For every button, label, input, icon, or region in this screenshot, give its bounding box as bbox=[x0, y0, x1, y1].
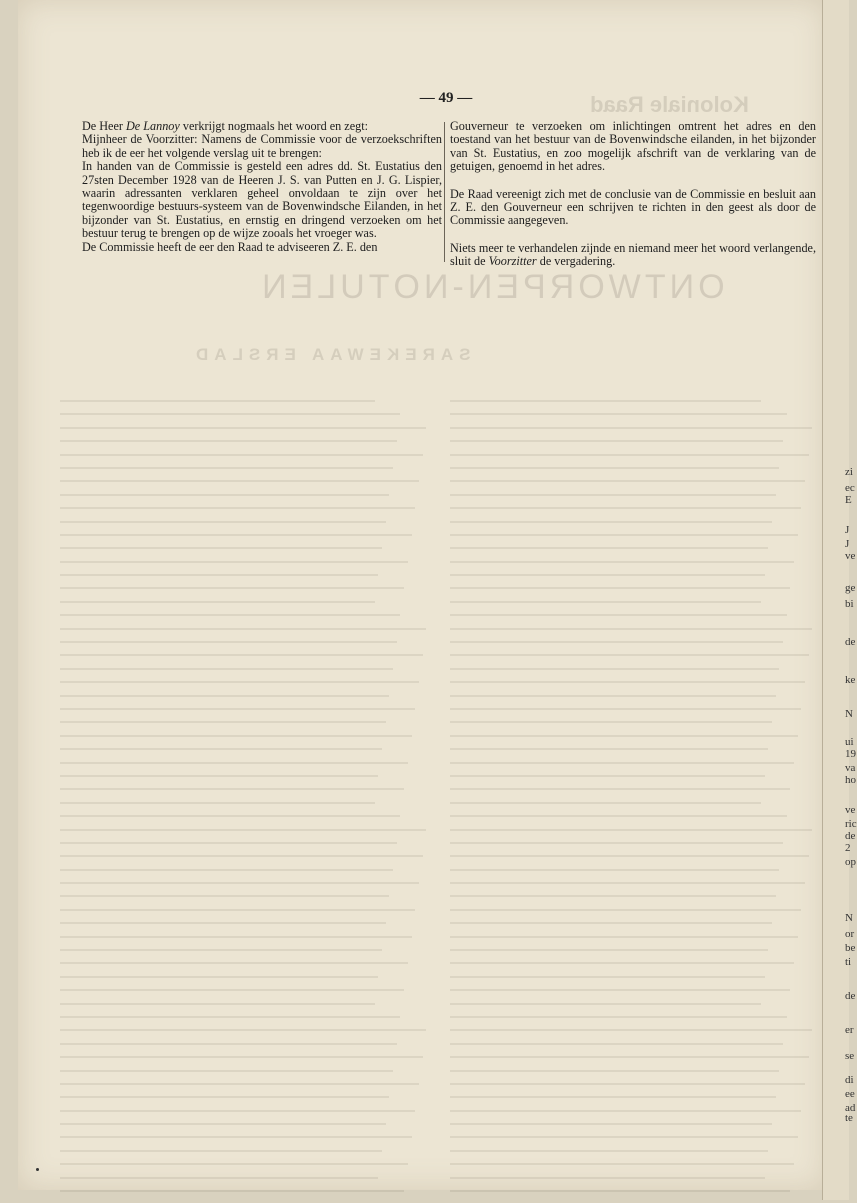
right-text-column bbox=[450, 120, 816, 269]
adjacent-page-fragment: se bbox=[845, 1050, 855, 1062]
left-text-column bbox=[82, 120, 442, 254]
adjacent-page-fragment: ui bbox=[845, 736, 854, 748]
adjacent-page-fragment: 19 bbox=[845, 748, 856, 760]
adjacent-page-fragment: ric bbox=[845, 818, 857, 830]
adjacent-page-fragment: ad bbox=[845, 1102, 856, 1114]
adjacent-page-fragment: ec bbox=[845, 482, 855, 494]
adjacent-page-fragment: ke bbox=[845, 674, 856, 686]
adjacent-page-fragment: J bbox=[845, 524, 850, 536]
adjacent-page-fragment: de bbox=[845, 636, 856, 648]
adjacent-page-fragment: ge bbox=[845, 582, 856, 594]
adjacent-page-fragment: ee bbox=[845, 1088, 855, 1100]
show-through-line bbox=[450, 1190, 790, 1192]
adjacent-page-fragment: N bbox=[845, 912, 853, 924]
paragraph: De Heer De Lannoy verkrijgt nogmaals het woord en zegt: bbox=[82, 119, 368, 133]
adjacent-page-fragment: de bbox=[845, 830, 856, 842]
column-divider bbox=[444, 122, 445, 262]
adjacent-page-fragment: zi bbox=[845, 466, 853, 478]
adjacent-page-fragment: J bbox=[845, 538, 850, 550]
adjacent-page-fragment: bi bbox=[845, 598, 854, 610]
adjacent-page-fragment: E bbox=[845, 494, 852, 506]
adjacent-page-fragment: or bbox=[845, 928, 855, 940]
adjacent-page-fragment: op bbox=[845, 856, 856, 868]
adjacent-page-fragment: ti bbox=[845, 956, 852, 968]
paragraph: De Raad vereenigt zich met de conclusie van de Commissie en besluit aan Z. E. den Gouverneur een schrijven te richten in den geest als door de Commissie aangegeven. bbox=[450, 186, 816, 228]
paragraph: Niets meer te verhandelen zijnde en niemand meer het woord verlangende, sluit de Voorzitter de vergadering. bbox=[450, 240, 816, 269]
adjacent-page-fragment: te bbox=[845, 1112, 853, 1124]
show-through-line bbox=[60, 1190, 404, 1192]
adjacent-page-fragment: be bbox=[845, 942, 856, 954]
adjacent-page-fragment: er bbox=[845, 1024, 854, 1036]
ink-speck bbox=[36, 1168, 39, 1171]
paragraph: Gouverneur te verzoeken om inlichtingen omtrent het adres en den toestand van het bestuur van de Bovenwindsche eilanden, in het bijzonder van St. Eustatius, en zoo mogelijk afschrift van de verklaring van de getuigen, genoemd in het adres. bbox=[450, 119, 816, 174]
adjacent-page-fragment: ve bbox=[845, 550, 856, 562]
adjacent-page-fragment: de bbox=[845, 990, 856, 1002]
paragraph: In handen van de Commissie is gesteld een adres dd. St. Eustatius den 27sten December 1928 van de Heeren J. S. van Putten en J. G. Lispier, waarin adressanten verklaren geheel onvoldaan te zijn over het tegenwoordige bestuurs-systeem van de Bovenwindsche Eilanden, in het bijzonder van St. Eustatius, en ernstig en dringend verzoeken om het bestuur terug te brengen op de wijze zooals het vroeger was. bbox=[82, 159, 442, 241]
adjacent-page-edge bbox=[822, 0, 857, 1200]
adjacent-page-fragment: va bbox=[845, 762, 856, 774]
paragraph: Mijnheer de Voorzitter: Namens de Commissie voor de verzoekschriften heb ik de eer het volgende verslag uit te brengen: bbox=[82, 132, 442, 160]
adjacent-page-fragment: di bbox=[845, 1074, 854, 1086]
adjacent-page-fragment: 2 bbox=[845, 842, 851, 854]
page-number: — 49 — bbox=[419, 90, 473, 106]
paragraph: De Commissie heeft de eer den Raad te adviseeren Z. E. den bbox=[82, 239, 378, 254]
adjacent-page-fragment: N bbox=[845, 708, 853, 720]
adjacent-page-fragment: ho bbox=[845, 774, 856, 786]
adjacent-page-fragment: ve bbox=[845, 804, 856, 816]
